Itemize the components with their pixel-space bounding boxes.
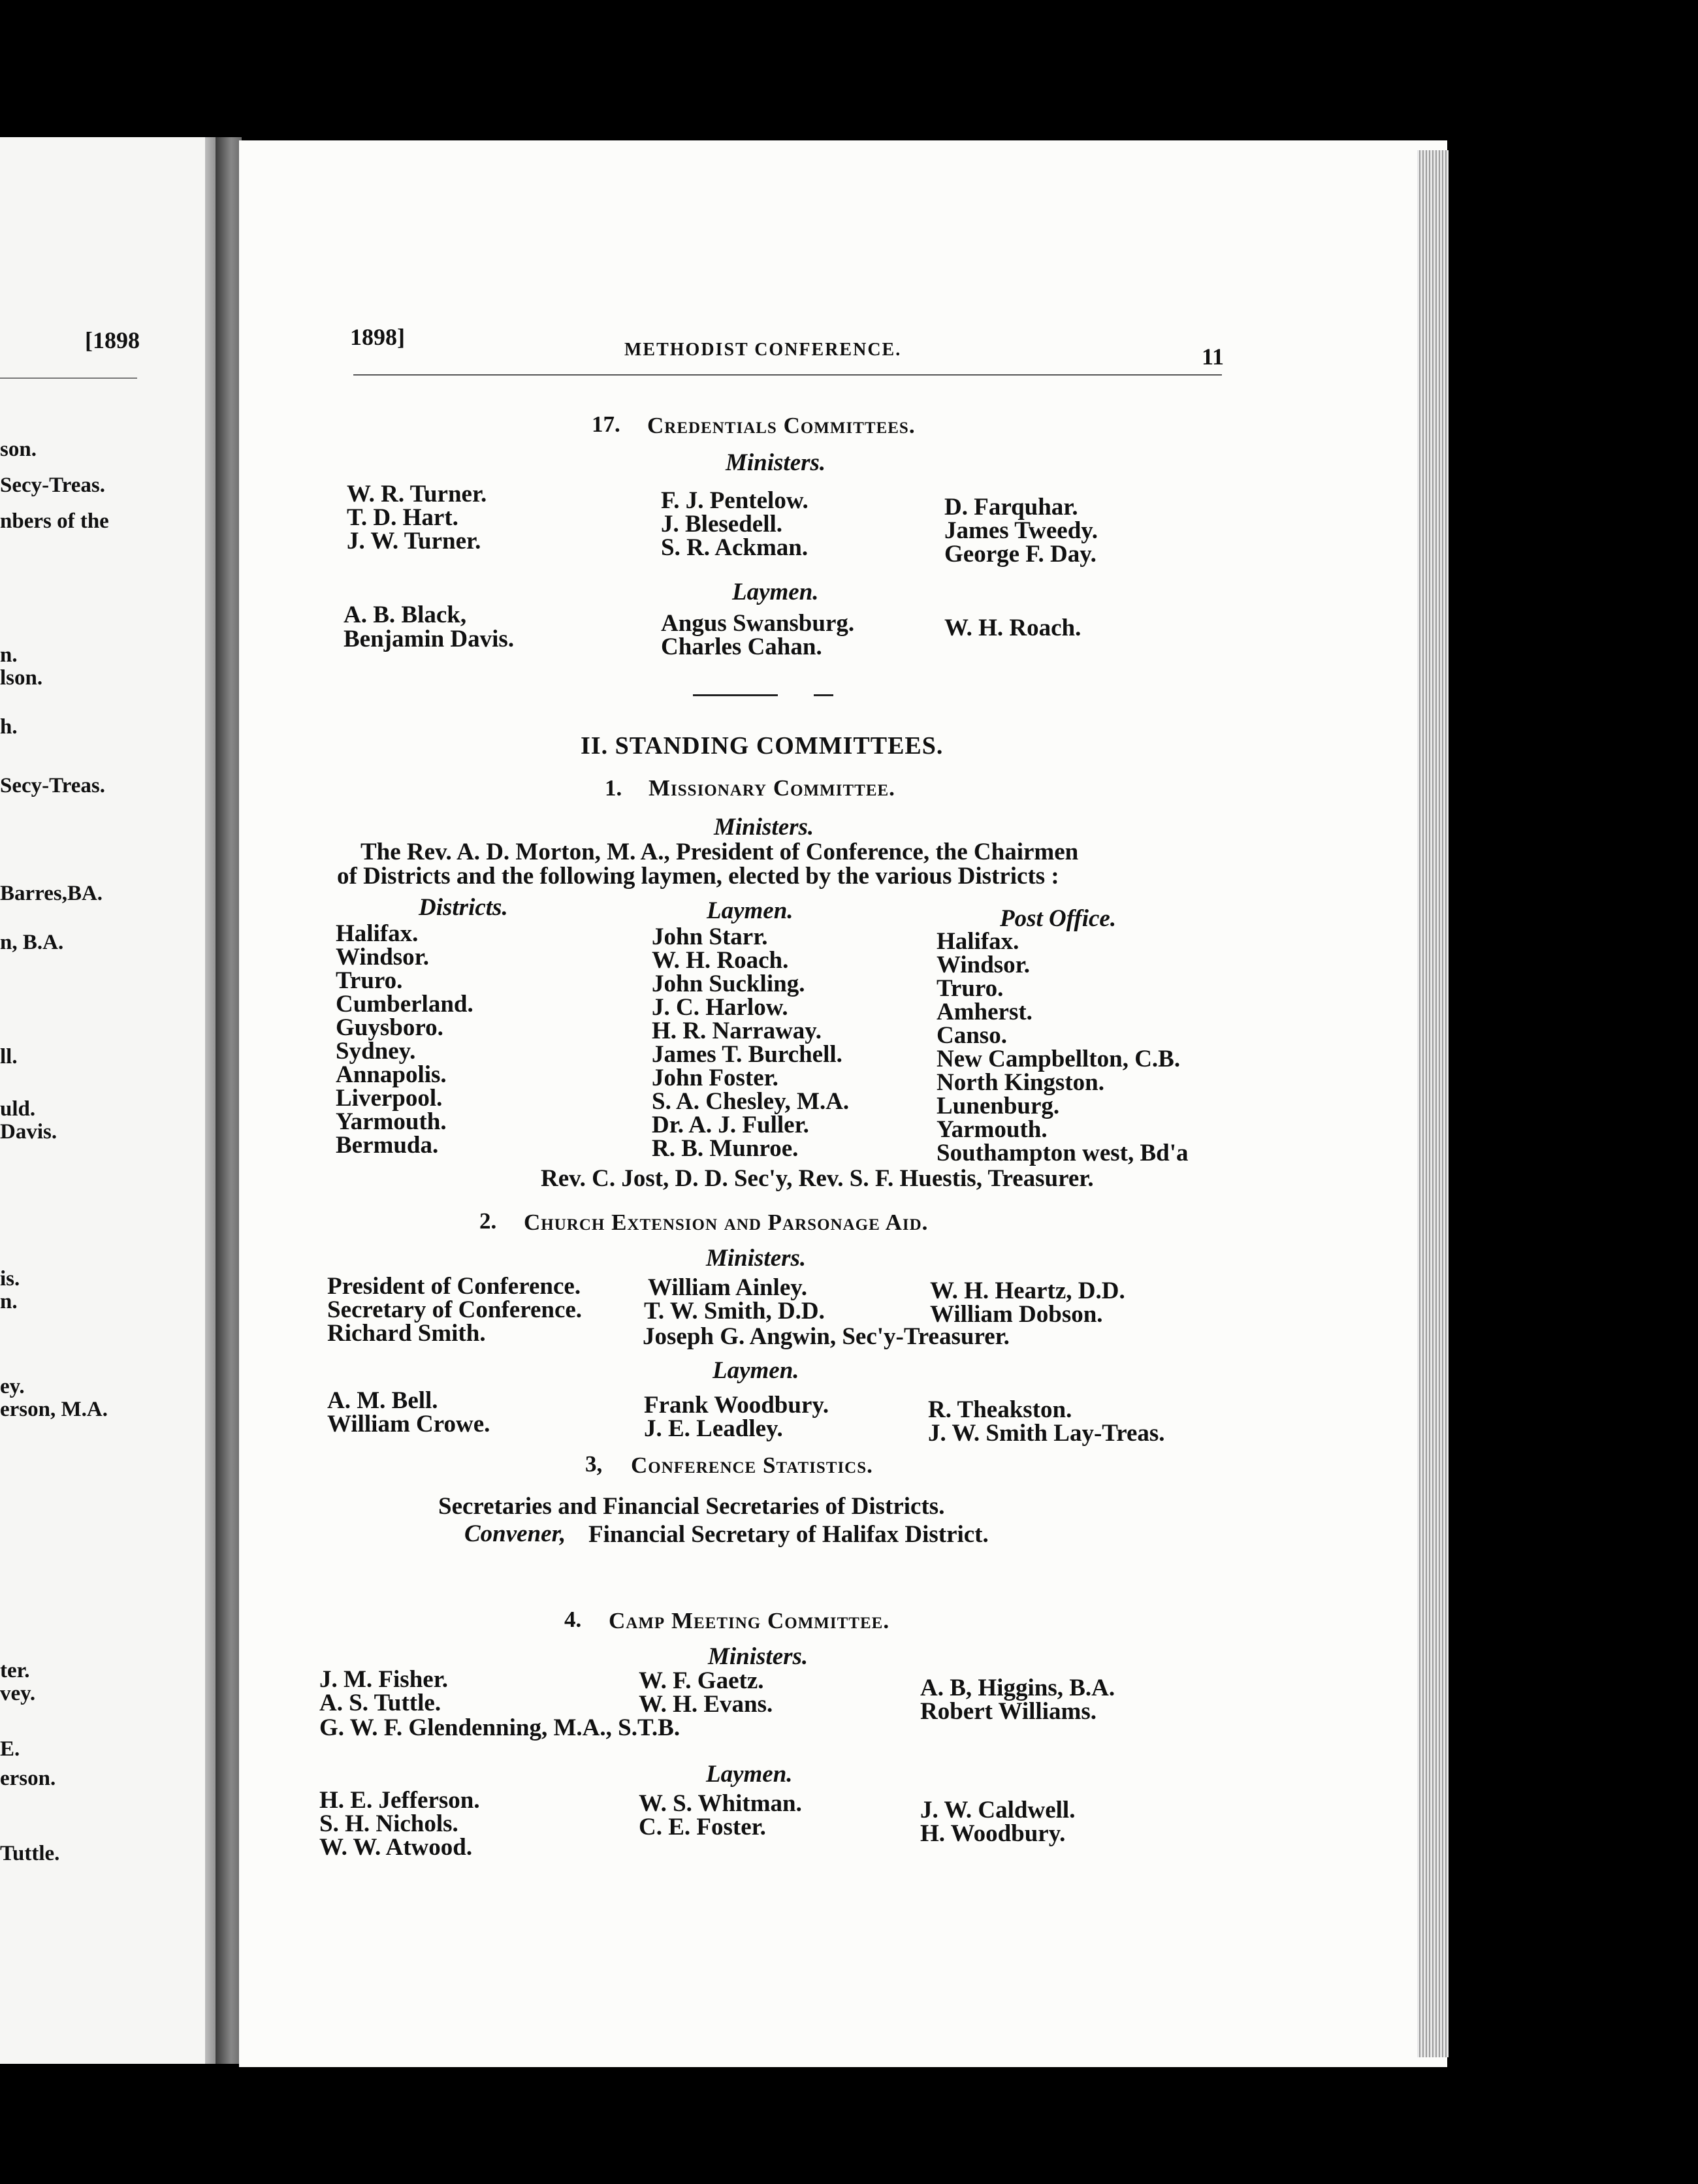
missionary-intro-line: The Rev. A. D. Morton, M. A., President of Conference, the Chairmen: [360, 839, 1079, 865]
standing-committees-title: II. STANDING COMMITTEES.: [581, 732, 944, 760]
layman-name: H. E. Jefferson.: [319, 1787, 480, 1814]
missionary-heading: Missionary Committee.: [649, 775, 895, 801]
section-17-number: 17.: [592, 411, 620, 437]
layman-name: John Suckling.: [652, 971, 805, 997]
left-page-header: [1898: [85, 327, 140, 353]
church-extension-heading: Church Extension and Parsonage Aid.: [524, 1210, 929, 1235]
minister-name: F. J. Pentelow.: [661, 487, 809, 514]
page-year: 1898]: [350, 324, 405, 350]
left-fragment: ter.: [0, 1659, 30, 1682]
layman-name: S. H. Nichols.: [319, 1810, 458, 1837]
minister-name: President of Conference.: [327, 1273, 581, 1300]
district-name: Truro.: [336, 967, 403, 994]
right-page: [239, 140, 1447, 2067]
minister-name: J. Blesedell.: [661, 511, 783, 538]
section-1-number: 1.: [605, 775, 622, 801]
laymen-column-header: Laymen.: [707, 897, 793, 924]
minister-name: J. M. Fisher.: [319, 1666, 448, 1693]
section-2-number: 2.: [479, 1208, 497, 1234]
left-fragment: Davis.: [0, 1120, 57, 1144]
layman-name: James T. Burchell.: [652, 1041, 842, 1068]
camp-meeting-ministers-label: Ministers.: [708, 1643, 809, 1670]
layman-name: Frank Woodbury.: [644, 1392, 829, 1419]
left-fragment: n.: [0, 643, 18, 667]
minister-name: J. W. Turner.: [347, 528, 481, 554]
district-name: Guysboro.: [336, 1014, 443, 1041]
post-office: Amherst.: [937, 999, 1033, 1025]
left-fragment: erson.: [0, 1767, 56, 1790]
left-fragment: ey.: [0, 1375, 25, 1398]
missionary-ministers-label: Ministers.: [714, 814, 814, 841]
left-fragment: son.: [0, 438, 37, 461]
post-office: Southampton west, Bd'a: [937, 1140, 1189, 1166]
camp-meeting-heading: Camp Meeting Committee.: [609, 1608, 890, 1633]
page-number: 11: [1202, 344, 1225, 370]
post-office: Windsor.: [937, 952, 1030, 978]
missionary-intro-line: of Districts and the following laymen, elected by the various Districts :: [337, 863, 1059, 890]
layman-name: S. A. Chesley, M.A.: [652, 1088, 850, 1115]
header-rule: [353, 374, 1222, 376]
layman-name: J. W. Caldwell.: [920, 1797, 1076, 1823]
minister-name: G. W. F. Glendenning, M.A., S.T.B.: [319, 1714, 681, 1741]
layman-name: John Foster.: [652, 1065, 778, 1091]
layman-name: John Starr.: [652, 923, 768, 950]
post-office: Yarmouth.: [937, 1116, 1048, 1143]
district-name: Annapolis.: [336, 1061, 447, 1088]
left-fragment: Secy-Treas.: [0, 474, 105, 497]
minister-name: S. R. Ackman.: [661, 534, 809, 561]
post-office: New Campbellton, C.B.: [937, 1046, 1181, 1072]
church-extension-ministers-label: Ministers.: [706, 1245, 807, 1272]
layman-name: W. H. Roach.: [652, 947, 789, 974]
left-facing-page: [0, 137, 222, 2064]
minister-name: W. H. Heartz, D.D.: [930, 1277, 1125, 1304]
layman-name: H. R. Narraway.: [652, 1018, 822, 1044]
left-fragment: n.: [0, 1290, 18, 1313]
minister-name: William Dobson.: [930, 1301, 1103, 1328]
book-gutter: [216, 137, 242, 2064]
camp-meeting-laymen-label: Laymen.: [706, 1761, 793, 1788]
layman-name: W. S. Whitman.: [639, 1790, 802, 1817]
layman-name: Benjamin Davis.: [344, 626, 515, 652]
left-fragment: is.: [0, 1267, 20, 1291]
layman-name: Charles Cahan.: [661, 634, 822, 660]
district-name: Yarmouth.: [336, 1108, 447, 1135]
left-header-rule: [0, 377, 137, 379]
left-fragment: nbers of the: [0, 509, 109, 533]
minister-name: George F. Day.: [944, 541, 1097, 568]
section-3-number: 3,: [585, 1451, 603, 1477]
district-name: Windsor.: [336, 944, 429, 971]
section-divider: [814, 694, 833, 696]
minister-name: W. R. Turner.: [347, 481, 487, 507]
layman-name: Dr. A. J. Fuller.: [652, 1112, 809, 1138]
left-fragment: Tuttle.: [0, 1842, 60, 1865]
district-name: Sydney.: [336, 1038, 416, 1065]
minister-name: T. D. Hart.: [347, 504, 458, 531]
minister-name: A. S. Tuttle.: [319, 1690, 441, 1716]
post-office: Truro.: [937, 975, 1004, 1002]
districts-column-header: Districts.: [419, 894, 508, 921]
layman-name: William Crowe.: [327, 1411, 490, 1437]
page-stack-edge: [1417, 150, 1449, 2057]
minister-name: T. W. Smith, D.D.: [644, 1298, 825, 1325]
left-fragment: ll.: [0, 1045, 18, 1068]
layman-name: A. M. Bell.: [327, 1387, 438, 1414]
minister-name: D. Farquhar.: [944, 494, 1078, 521]
running-title: METHODIST CONFERENCE.: [624, 340, 902, 360]
post-office: Lunenburg.: [937, 1093, 1060, 1119]
left-fragment: erson, M.A.: [0, 1398, 108, 1421]
layman-name: W. H. Roach.: [944, 615, 1081, 641]
minister-name: Richard Smith.: [327, 1320, 486, 1347]
left-fragment: Barres,BA.: [0, 882, 103, 905]
layman-name: A. B. Black,: [344, 602, 467, 628]
left-fragment: Secy-Treas.: [0, 774, 105, 797]
district-name: Halifax.: [336, 920, 419, 947]
left-fragment: n, B.A.: [0, 931, 64, 954]
statistics-line: Secretaries and Financial Secretaries of Districts.: [438, 1493, 945, 1520]
minister-name: W. H. Evans.: [639, 1691, 773, 1718]
district-name: Liverpool.: [336, 1085, 443, 1112]
left-fragment: uld.: [0, 1097, 36, 1121]
section-4-number: 4.: [564, 1607, 582, 1632]
layman-name: H. Woodbury.: [920, 1820, 1066, 1847]
post-office: Canso.: [937, 1022, 1007, 1049]
section-divider: [693, 694, 778, 696]
layman-name: R. B. Munroe.: [652, 1135, 799, 1162]
left-fragment: vey.: [0, 1682, 36, 1705]
post-office: Halifax.: [937, 928, 1019, 955]
layman-name: R. Theakston.: [928, 1396, 1072, 1423]
layman-name: C. E. Foster.: [639, 1814, 766, 1840]
minister-name: Robert Williams.: [920, 1698, 1097, 1725]
missionary-officers: Rev. C. Jost, D. D. Sec'y, Rev. S. F. Huestis, Treasurer.: [541, 1165, 1094, 1192]
post-office-column-header: Post Office.: [1000, 905, 1117, 932]
statistics-line: Financial Secretary of Halifax District.: [588, 1521, 989, 1548]
district-name: Cumberland.: [336, 991, 473, 1018]
left-fragment: E.: [0, 1737, 20, 1761]
church-extension-secretary: Joseph G. Angwin, Sec'y-Treasurer.: [643, 1323, 1010, 1350]
layman-name: Angus Swansburg.: [661, 610, 855, 637]
credentials-heading: Credentials Committees.: [647, 413, 916, 438]
layman-name: J. W. Smith Lay-Treas.: [928, 1420, 1165, 1447]
layman-name: W. W. Atwood.: [319, 1834, 473, 1861]
convener-label: Convener,: [464, 1520, 566, 1547]
left-fragment: lson.: [0, 666, 43, 690]
post-office: North Kingston.: [937, 1069, 1104, 1096]
minister-name: Secretary of Conference.: [327, 1296, 583, 1323]
minister-name: A. B, Higgins, B.A.: [920, 1675, 1115, 1701]
left-fragment: h.: [0, 715, 18, 739]
minister-name: W. F. Gaetz.: [639, 1667, 764, 1694]
statistics-heading: Conference Statistics.: [631, 1453, 873, 1478]
church-extension-laymen-label: Laymen.: [713, 1357, 799, 1384]
minister-name: James Tweedy.: [944, 517, 1098, 544]
credentials-ministers-label: Ministers.: [726, 449, 826, 476]
credentials-laymen-label: Laymen.: [732, 579, 819, 605]
district-name: Bermuda.: [336, 1132, 439, 1159]
layman-name: J. E. Leadley.: [644, 1415, 783, 1442]
layman-name: J. C. Harlow.: [652, 994, 788, 1021]
minister-name: William Ainley.: [648, 1274, 807, 1301]
